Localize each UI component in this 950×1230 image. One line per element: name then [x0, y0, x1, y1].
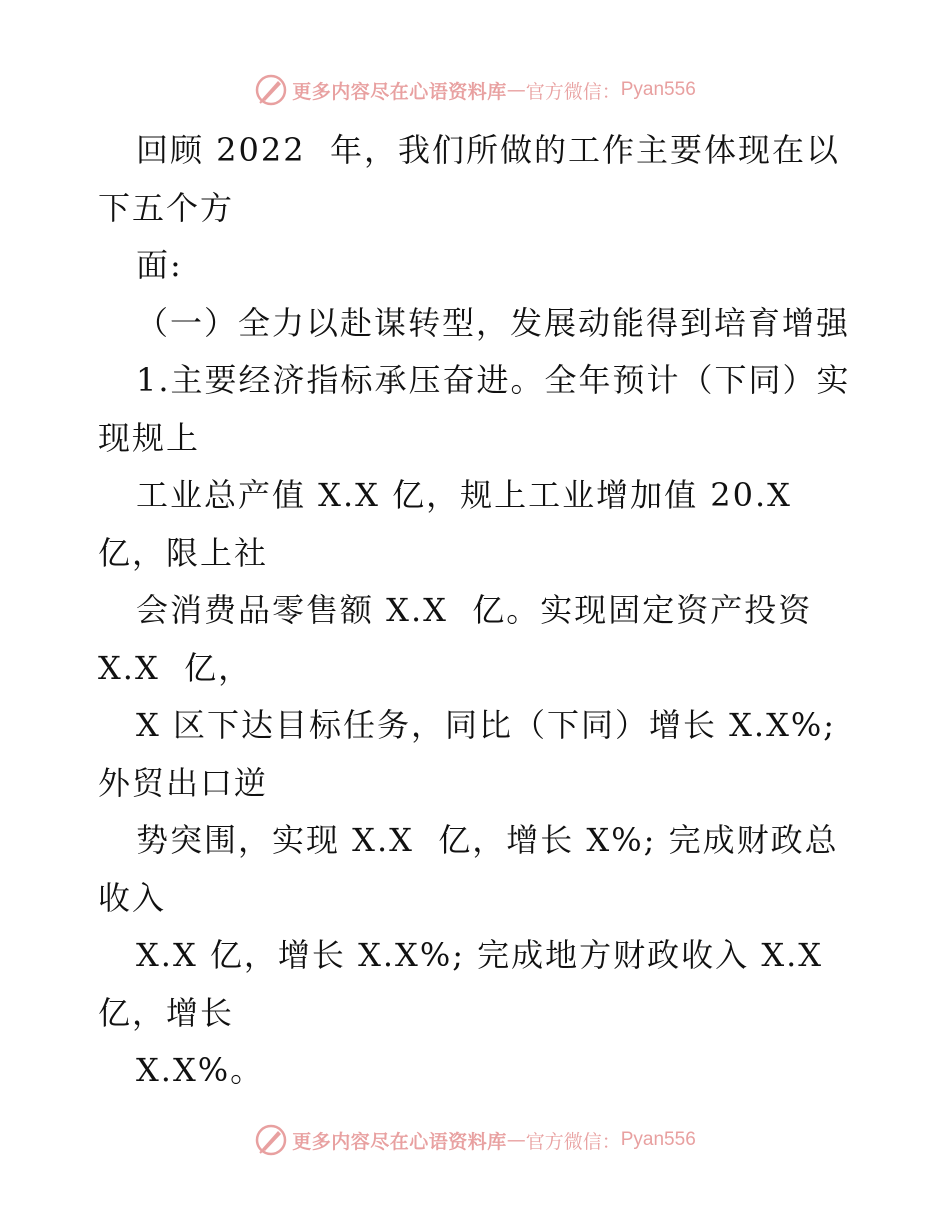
header-watermark — [0, 70, 950, 110]
body-line: 外贸出口逆 — [98, 763, 269, 802]
body-line: X 区下达目标任务，同比（下同）增长 X.X%; — [136, 706, 837, 744]
body-line: 亿，增长 — [98, 993, 235, 1032]
body-line: X.X 亿， — [98, 648, 253, 687]
body-line: 面: — [136, 246, 183, 284]
body-line: 亿，限上社 — [98, 533, 269, 572]
body-line: 会消费品零售额 X.X 亿。实现固定资产投资 — [136, 591, 813, 629]
watermark-site-text: 更多内容尽在心语资料库 — [292, 1130, 507, 1153]
watermark-site-text: 更多内容尽在心语资料库 — [292, 80, 507, 103]
body-line: 收入 — [98, 878, 167, 917]
body-line: X.X%。 — [136, 1051, 265, 1089]
body-line: 现规上 — [98, 418, 201, 457]
watermark-dash: — — [506, 1129, 526, 1151]
quill-pen-logo-icon — [254, 73, 288, 107]
watermark-dash: — — [506, 79, 526, 101]
watermark-contact-label: 官方微信： — [525, 80, 621, 103]
body-line: 势突围，实现 X.X 亿，增长 X%; 完成财政总 — [136, 821, 839, 859]
watermark-contact-id: Pyan556 — [620, 79, 696, 100]
body-line: 1.主要经济指标承压奋进。全年预计（下同）实 — [136, 361, 851, 399]
body-line: 工业总产值 X.X 亿，规上工业增加值 20.X — [136, 476, 792, 514]
body-line: 下五个方 — [98, 188, 235, 227]
watermark-contact-id: Pyan556 — [620, 1129, 696, 1150]
body-line: X.X 亿，增长 X.X%; 完成地方财政收入 X.X — [136, 936, 824, 974]
footer-watermark — [0, 1120, 950, 1160]
watermark-contact-label: 官方微信： — [525, 1130, 621, 1153]
body-line: 回顾 2022 年，我们所做的工作主要体现在以 — [136, 131, 840, 169]
section-heading: （一）全力以赴谋转型，发展动能得到培育增强 — [136, 303, 851, 342]
document-body — [98, 122, 858, 1100]
quill-pen-logo-icon — [254, 1123, 288, 1157]
